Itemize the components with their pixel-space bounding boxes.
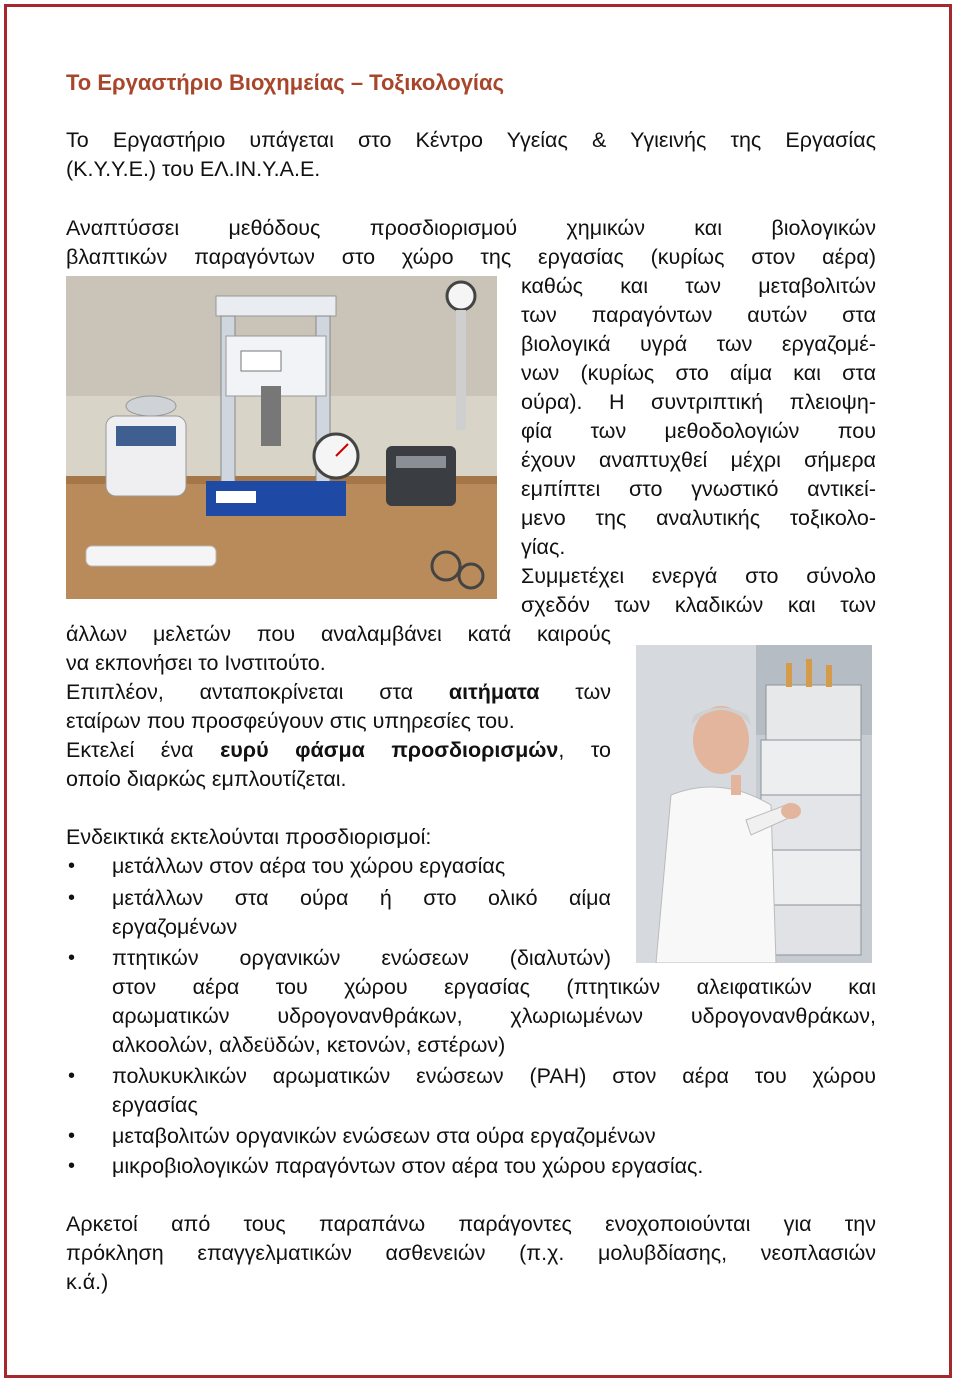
- para3-line-1: Επιπλέον, ανταποκρίνεται στα αιτήματα των: [66, 680, 611, 704]
- para2-line: να εκπονήσει το Ινστιτούτο.: [66, 651, 326, 675]
- list-intro: Ενδεικτικά εκτελούνται προσδιορισμοί:: [66, 825, 432, 849]
- para3-line-4: οποίο διαρκώς εμπλουτίζεται.: [66, 767, 347, 791]
- para1-line: γίας.: [521, 535, 566, 559]
- para2-line: σχεδόν των κλαδικών και των: [521, 593, 876, 617]
- para1-line: έχουν αναπτυχθεί μέχρι σήμερα: [521, 448, 876, 472]
- scientist-illustration: [636, 645, 872, 963]
- lab-equipment-photo: [66, 276, 497, 599]
- list-item: μικροβιολογικών παραγόντων στον αέρα του χώρου εργασίας.: [112, 1154, 704, 1178]
- para1-line: βλαπτικών παραγόντων στο χώρο της εργασίας (κυρίως στον αέρα): [66, 245, 876, 269]
- intro-line-2: (Κ.Υ.Υ.Ε.) του ΕΛ.ΙΝ.Υ.Α.Ε.: [66, 157, 321, 181]
- para1-line: Αναπτύσσει μεθόδους προσδιορισμού χημικών και βιολογικών: [66, 216, 876, 240]
- para2-line: άλλων μελετών που αναλαμβάνει κατά καιρούς: [66, 622, 611, 646]
- list-item-cont: στον αέρα του χώρου εργασίας (πτητικών αλειφατικών και: [112, 975, 876, 999]
- bullet-marker: •: [68, 887, 76, 909]
- list-item-cont: εργασίας: [112, 1093, 198, 1117]
- closing-line: Αρκετοί από τους παραπάνω παράγοντες ενοχοποιούνται για την: [66, 1212, 876, 1236]
- closing-line: κ.ά.): [66, 1270, 109, 1294]
- para1-line: καθώς και των μεταβολιτών: [521, 274, 876, 298]
- bullet-marker: •: [68, 1155, 76, 1177]
- page-title: Το Εργαστήριο Βιοχημείας – Τοξικολογίας: [66, 70, 505, 95]
- list-item-cont: εργαζομένων: [112, 915, 238, 939]
- list-item: πτητικών οργανικών ενώσεων (διαλυτών): [112, 946, 611, 970]
- scientist-at-instrument-photo: [636, 645, 872, 963]
- intro-line-1: Το Εργαστήριο υπάγεται στο Κέντρο Υγείας & Υγιεινής της Εργασίας: [66, 128, 876, 152]
- bullet-marker: •: [68, 855, 76, 877]
- para1-line: βιολογικά υγρά των εργαζομέ-: [521, 332, 876, 356]
- bullet-marker: •: [68, 947, 76, 969]
- list-item: πολυκυκλικών αρωματικών ενώσεων (PAH) στον αέρα του χώρου: [112, 1064, 876, 1088]
- para1-line: των παραγόντων αυτών στα: [521, 303, 876, 327]
- lab-equipment-illustration: [66, 276, 497, 599]
- para3-line-2: εταίρων που προσφεύγουν στις υπηρεσίες του.: [66, 709, 515, 733]
- para1-line: εμπίπτει στο γνωστικό αντικεί-: [521, 477, 876, 501]
- para2-line: Συμμετέχει ενεργά στο σύνολο: [521, 564, 876, 588]
- para1-line: ούρα). Η συντριπτική πλειοψη-: [521, 390, 876, 414]
- para1-line: μενο της αναλυτικής τοξικολο-: [521, 506, 876, 530]
- list-item: μετάλλων στα ούρα ή στο ολικό αίμα: [112, 886, 611, 910]
- bullet-marker: •: [68, 1065, 76, 1087]
- list-item: μεταβολιτών οργανικών ενώσεων στα ούρα εργαζομένων: [112, 1124, 656, 1148]
- closing-line: πρόκληση επαγγελματικών ασθενειών (π.χ. μολυβδίασης, νεοπλασιών: [66, 1241, 876, 1265]
- list-item-cont: αλκοολών, αλδεϋδών, κετονών, εστέρων): [112, 1033, 506, 1057]
- list-item-cont: αρωματικών υδρογονανθράκων, χλωριωμένων υδρογονανθράκων,: [112, 1004, 876, 1028]
- para1-line: νων (κυρίως στο αίμα και στα: [521, 361, 876, 385]
- para3-line-3: Εκτελεί ένα ευρύ φάσμα προσδιορισμών, το: [66, 738, 611, 762]
- bullet-marker: •: [68, 1125, 76, 1147]
- para1-line: φία των μεθοδολογιών που: [521, 419, 876, 443]
- list-item: μετάλλων στον αέρα του χώρου εργασίας: [112, 854, 506, 878]
